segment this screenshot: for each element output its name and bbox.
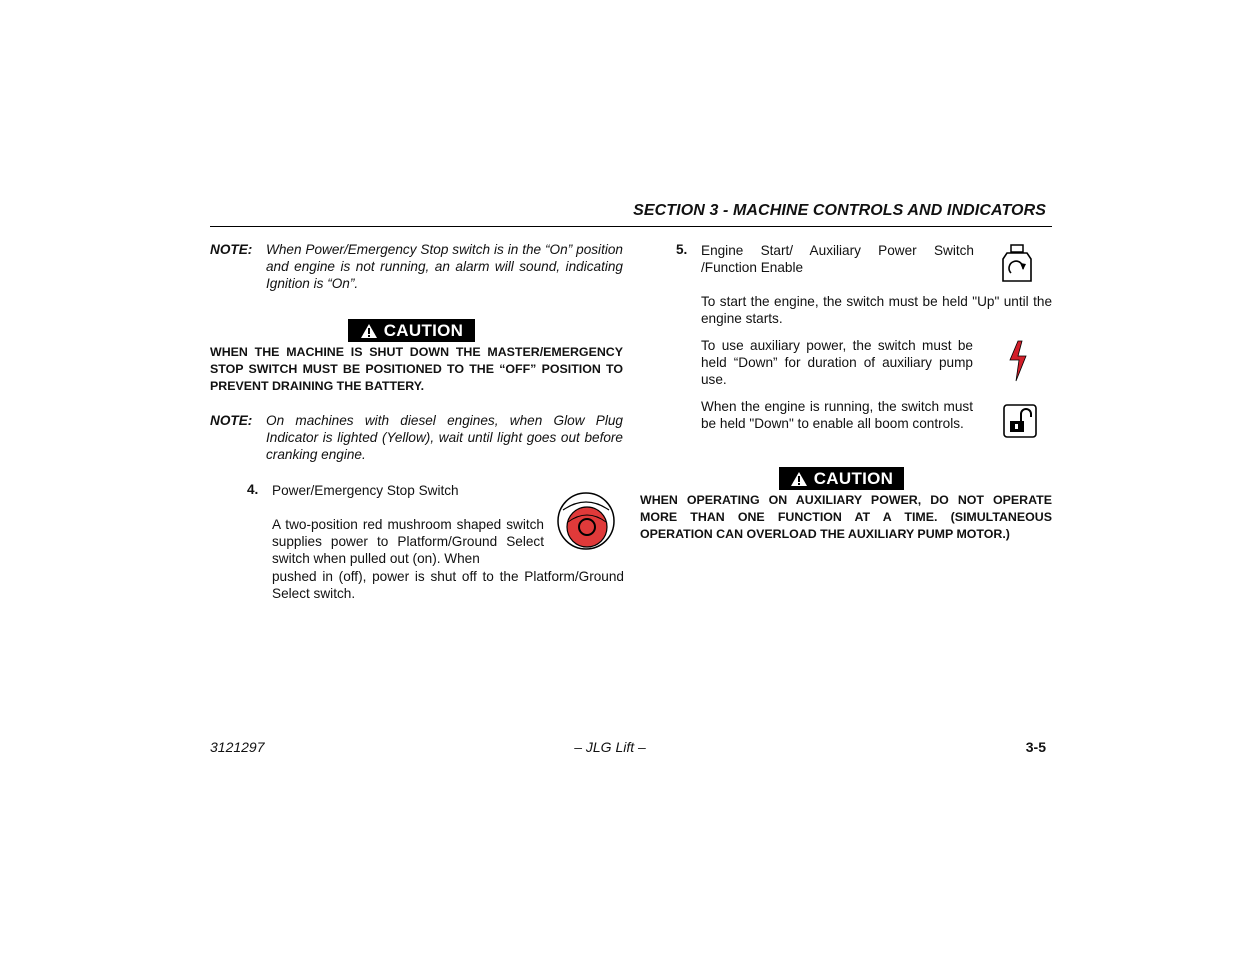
note-text: When Power/Emergency Stop switch is in the “On” position and engine is not running, an alarm will sound, indicating Ignition is “On”.: [266, 242, 623, 292]
header-rule: [210, 226, 1052, 227]
item-title: Engine Start/ Auxiliary Power Switch /Function Enable: [701, 243, 974, 276]
note-glow-plug: [210, 412, 623, 464]
note-text: On machines with diesel engines, when Glow Plug Indicator is lighted (Yellow), wait until light goes out before cranking engine.: [266, 413, 623, 463]
item-title: Power/Emergency Stop Switch: [272, 483, 459, 498]
item-number: 4.: [247, 482, 259, 497]
footer-doc-number: 3121297: [210, 739, 265, 755]
auxiliary-power-icon: [1006, 340, 1030, 382]
caution-text: WHEN THE MACHINE IS SHUT DOWN THE MASTER/EMERGENCY STOP SWITCH MUST BE POSITIONED TO THE “OFF” POSITION TO PREVENT DRAINING THE BATTERY.: [210, 345, 623, 394]
note-label: NOTE:: [210, 413, 253, 428]
function-enable-icon: [1003, 404, 1037, 438]
caution-badge: [779, 467, 904, 490]
warning-triangle-icon: [790, 471, 808, 487]
item-description-cont: pushed in (off), power is shut off to the Platform/Ground Select switch.: [272, 569, 624, 602]
engine-start-paragraph: To start the engine, the switch must be held "Up" until the engine starts.: [701, 294, 1052, 327]
caution-text: WHEN OPERATING ON AUXILIARY POWER, DO NOT OPERATE MORE THAN ONE FUNCTION AT A TIME. (SIMULTANEOUS OPERATION CAN OVERLOAD THE AUXILIARY PUMP MOTOR.): [640, 493, 1052, 542]
note-ignition: [210, 241, 623, 293]
emergency-stop-mushroom-icon: [556, 490, 616, 552]
item-number: 5.: [676, 242, 688, 257]
footer-page-number: 3-5: [1025, 739, 1046, 755]
caution-label: CAUTION: [383, 320, 464, 340]
caution-badge: [348, 319, 475, 342]
warning-triangle-icon: [360, 323, 378, 339]
function-enable-paragraph: When the engine is running, the switch must be held "Down" to enable all boom controls.: [701, 399, 973, 432]
item-description: A two-position red mushroom shaped switch supplies power to Platform/Ground Select switch when pulled out (on). When: [272, 517, 544, 567]
auxiliary-power-paragraph: To use auxiliary power, the switch must be held “Down” for duration of auxiliary pump use.: [701, 338, 973, 388]
caution-label: CAUTION: [813, 468, 894, 488]
page-title: SECTION 3 - MACHINE CONTROLS AND INDICATORS: [633, 202, 1046, 219]
engine-start-icon: [1001, 243, 1033, 285]
footer-brand: – JLG Lift –: [574, 739, 646, 755]
note-label: NOTE:: [210, 242, 253, 257]
